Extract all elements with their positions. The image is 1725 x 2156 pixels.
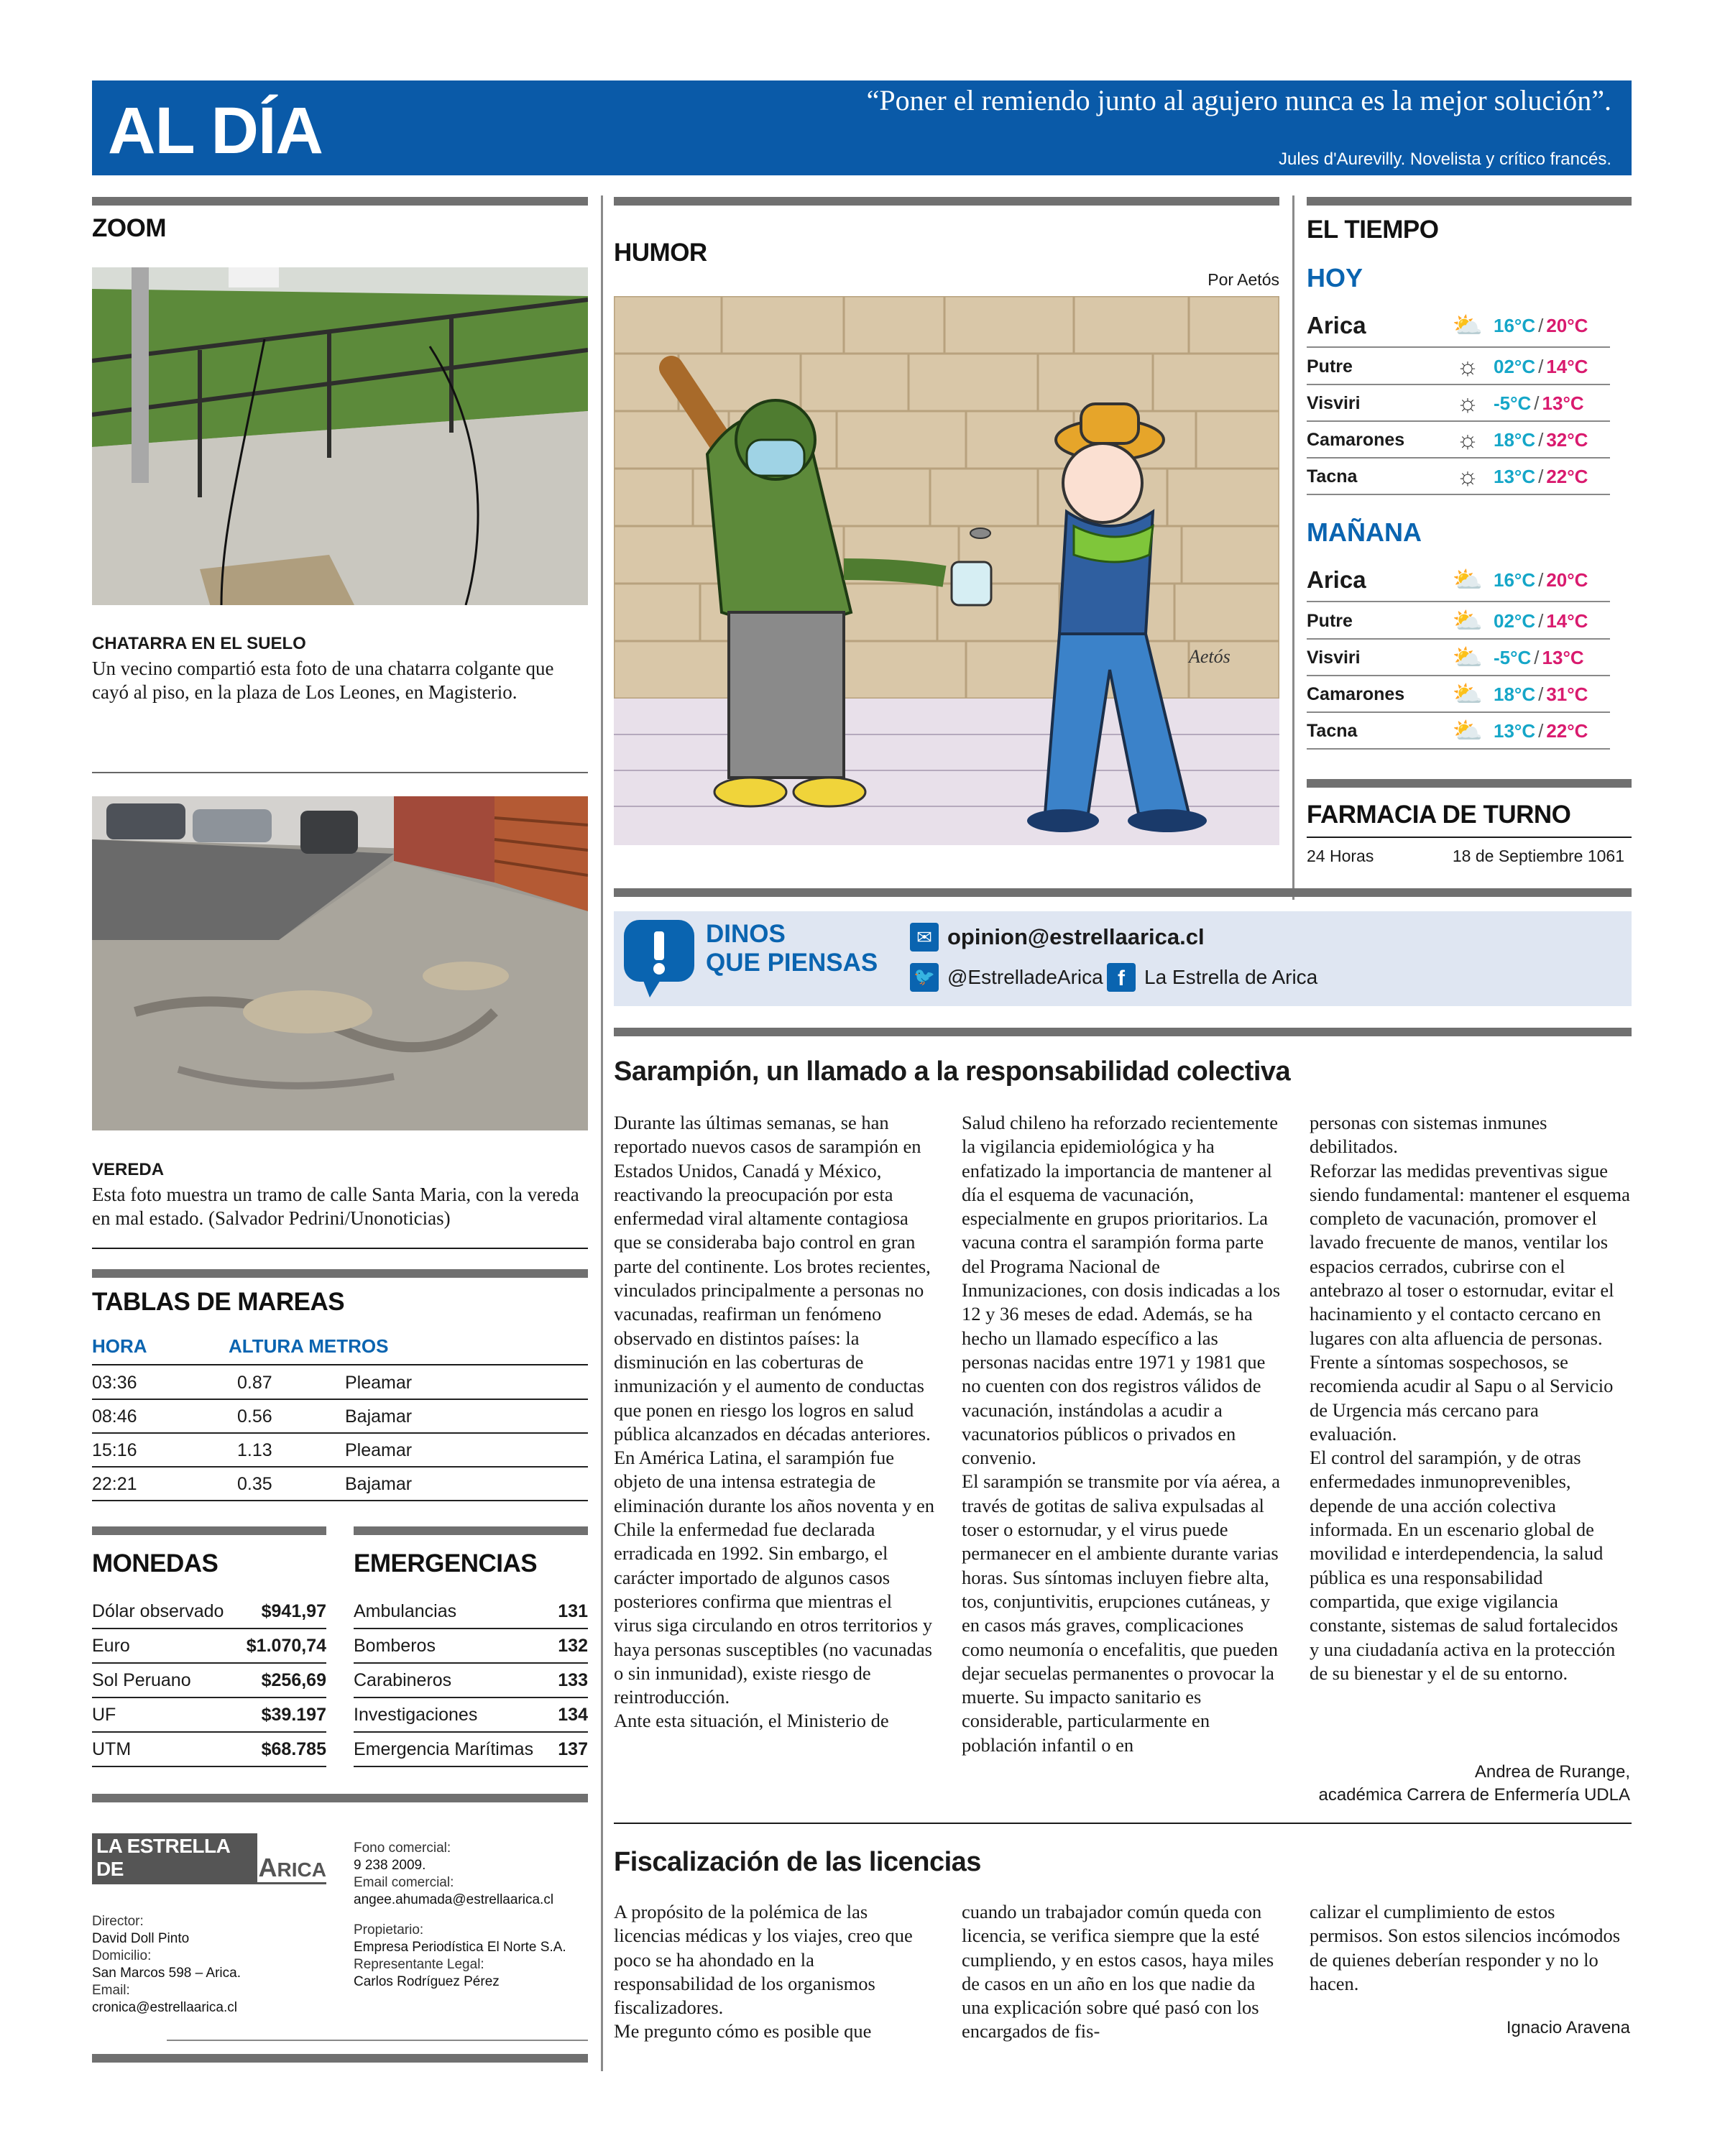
divider (614, 1823, 1632, 1824)
weather-max: 20°C (1546, 568, 1588, 591)
tide-height: 0.35 (237, 1473, 272, 1494)
owner-label: Propietario: (354, 1922, 424, 1938)
partly-cloudy-icon: ⛅ (1452, 566, 1484, 594)
weather-separator: / (1538, 428, 1544, 451)
zoom-item1-text: Un vecino compartió esta foto de una chatarra colgante que cayó al piso, en la plaza de Los Leones, en Magisterio. (92, 658, 554, 703)
article1-paragraph: Durante las últimas semanas, se han reportado nuevos casos de sarampión en Estados Unidos, Canadá y México, reactivando la preocupación por esta enfermedad viral altamente contagiosa que se consideraba bajo control en gran parte del continente. Los brotes recientes, vinculados principalmente a personas no vacunadas, reafirman un fenómeno observado en distintos países: la disminución en las coberturas de inmunización y el aumento de conductas que ponen en riesgo los logros en salud pública alcanzados en décadas anteriores. (614, 1112, 931, 1445)
weather-city: Putre (1307, 610, 1353, 631)
weather-city: Arica (1307, 312, 1366, 338)
weather-row (1307, 386, 1610, 422)
owner: Empresa Periodística El Norte S.A. (354, 1940, 566, 1955)
emergency-number[interactable]: 137 (558, 1739, 588, 1759)
speech-bubble-icon (621, 917, 697, 993)
tide-hour: 15:16 (92, 1439, 137, 1460)
currency-row (92, 1733, 326, 1767)
currency-value: $39.197 (261, 1705, 326, 1725)
emergency-name: Emergencia Marítimas (354, 1739, 534, 1759)
tide-type: Pleamar (345, 1439, 413, 1460)
sun-icon: ☼ (1456, 425, 1479, 453)
divider (92, 1248, 588, 1249)
emergency-number[interactable]: 134 (558, 1705, 588, 1725)
weather-separator: / (1534, 646, 1540, 668)
article2-paragraph: calizar el cumplimiento de estos permisos. Son estos silencios incómodos de quienes deberían responder y no lo hacen. (1310, 1901, 1621, 1994)
section-bar (92, 1269, 588, 1278)
section-bar (354, 1526, 588, 1535)
article2-col2 (962, 1900, 1282, 2044)
contact-facebook-text: La Estrella de Arica (1144, 966, 1318, 988)
humor-title: HUMOR (614, 239, 707, 267)
tide-type: Bajamar (345, 1406, 413, 1427)
legal-representative: Carlos Rodríguez Pérez (354, 1974, 500, 1989)
emergency-row (354, 1664, 588, 1698)
partly-cloudy-icon: ⛅ (1452, 717, 1484, 745)
weather-row (1307, 640, 1610, 676)
emergencies-title: EMERGENCIAS (354, 1549, 538, 1577)
contact-email[interactable] (910, 923, 1205, 952)
section-bar (614, 197, 1279, 206)
currency-title: MONEDAS (92, 1549, 218, 1577)
article2-col3 (1310, 1900, 1630, 1996)
weather-max: 14°C (1546, 355, 1588, 377)
weather-separator: / (1538, 465, 1544, 487)
currency-value: $941,97 (261, 1601, 326, 1621)
weather-row (1307, 559, 1610, 602)
currency-name: UF (92, 1705, 116, 1725)
divider (92, 772, 588, 773)
article1-col3 (1310, 1111, 1630, 1685)
masthead-left (92, 1913, 241, 2017)
weather-min: -5°C (1494, 392, 1532, 414)
zoom-title: ZOOM (92, 214, 166, 242)
contact-line2: QUE PIENSAS (706, 949, 878, 977)
weather-max: 22°C (1546, 719, 1588, 742)
currency-row (92, 1664, 326, 1698)
article2-paragraph: cuando un trabajador común queda con licencia, se verifica siempre que la esté cumpliendo, y en estos casos, haya miles de casos en un año en los que nadie da una explicación sobre qué pasó con los encargados de fis- (962, 1901, 1274, 2042)
email: cronica@estrellaarica.cl (92, 2000, 237, 2015)
logo-text: LA ESTRELLA DE (92, 1833, 257, 1882)
weather-city: Visviri (1307, 647, 1361, 668)
emergency-row (354, 1595, 588, 1629)
weather-title: EL TIEMPO (1307, 216, 1439, 244)
section-bar (1307, 197, 1632, 206)
contact-heading (706, 920, 878, 977)
weather-max: 13°C (1542, 646, 1584, 668)
tide-height: 1.13 (237, 1439, 272, 1460)
weather-max: 13°C (1542, 392, 1584, 414)
divider (1307, 837, 1632, 838)
masthead-right (354, 1840, 566, 1991)
mail-icon: ✉ (910, 923, 939, 952)
emergency-row (354, 1733, 588, 1767)
address: San Marcos 598 – Arica. (92, 1966, 241, 1981)
section-bar (1307, 779, 1632, 788)
weather-tomorrow-label: MAÑANA (1307, 517, 1422, 547)
weather-row (1307, 349, 1610, 385)
column-divider (1292, 195, 1294, 900)
weather-max: 32°C (1546, 428, 1588, 451)
director-name: David Doll Pinto (92, 1931, 190, 1946)
weather-min: 18°C (1494, 428, 1536, 451)
currency-value: $1.070,74 (246, 1636, 326, 1656)
weather-separator: / (1538, 683, 1544, 705)
phone: 9 238 2009. (354, 1858, 426, 1873)
section-header (92, 80, 1632, 175)
emergency-number[interactable]: 132 (558, 1636, 588, 1656)
currency-value: $256,69 (261, 1670, 326, 1690)
emergency-name: Investigaciones (354, 1705, 478, 1725)
currency-row (92, 1595, 326, 1629)
article1-paragraph: En América Latina, el sarampión fue objeto de una intensa estrategia de eliminación durante los años noventa y en Chile la enfermedad fue declarada erradicada en 1992. Sin embargo, el carácter importado de algunos casos posteriores confirma que mientras el virus siga circulando en otros territorios y haya personas susceptibles (no vacunadas o sin inmunidad), existe riesgo de reintroducción. (614, 1447, 934, 1708)
article1-signature (1310, 1761, 1630, 1807)
emergency-name: Carabineros (354, 1670, 452, 1690)
weather-city: Putre (1307, 356, 1353, 377)
contact-line1: DINOS (706, 920, 786, 948)
article1-author: Andrea de Rurange, (1474, 1762, 1630, 1782)
article1-col2 (962, 1111, 1282, 1757)
article1-paragraph: personas con sistemas inmunes debilitados. (1310, 1112, 1547, 1158)
article1-paragraph: El sarampión se transmite por vía aérea, a través de gotitas de saliva expulsadas al toser o estornudar, y el virus puede permanecer en el ambiente durante varias horas. Sus síntomas incluyen fiebre alta, tos, conjuntivitis, erupciones cutáneas, y en casos más graves, complicaciones como neumonía o encefalitis, que pueden dejar secuelas permanentes o provocar la muerte. Su impacto sanitario es considerable, particularmente en población infantil o en (962, 1470, 1280, 1756)
weather-row (1307, 459, 1610, 495)
article1-title: Sarampión, un llamado a la responsabilidad colectiva (614, 1056, 1291, 1087)
weather-max: 20°C (1546, 314, 1588, 336)
logo-text-rest: RICA (277, 1858, 326, 1881)
logo-a: A (258, 1853, 277, 1882)
commercial-email-label: Email comercial: (354, 1875, 454, 1890)
tide-type: Bajamar (345, 1473, 413, 1494)
tide-row (92, 1367, 588, 1400)
emergency-row (354, 1699, 588, 1733)
weather-min: 13°C (1494, 465, 1536, 487)
currency-name: UTM (92, 1739, 132, 1759)
partly-cloudy-icon: ⛅ (1452, 607, 1484, 635)
contact-email-text: opinion@estrellaarica.cl (947, 924, 1205, 949)
column-divider (601, 195, 603, 2071)
weather-city: Camarones (1307, 429, 1405, 450)
currency-value: $68.785 (261, 1739, 326, 1759)
section-bar (92, 1794, 588, 1802)
weather-city: Camarones (1307, 683, 1405, 704)
article2-paragraph: A propósito de la polémica de las licencias médicas y los viajes, creo que poco se ha ahondado en la responsabilidad de los organismos fiscalizadores. (614, 1901, 913, 2019)
currency-name: Sol Peruano (92, 1670, 191, 1690)
partly-cloudy-icon: ⛅ (1452, 312, 1484, 339)
tides-col-hour: HORA (92, 1335, 147, 1357)
article1-paragraph: Reforzar las medidas preventivas sigue siendo fundamental: mantener el esquema completo de vacunación, promover el lavado frecuente de manos, ventilar los espacios cerrados, cubrirse con el antebrazo al toser o estornudar, evitar el hacinamiento y el contacto cercano en lugares con alta afluencia de personas. Frente a síntomas sospechosos, se recomienda acudir al Sapu o al Servicio de Urgencia más cercano para evaluación. (1310, 1159, 1630, 1445)
zoom-item1-title: CHATARRA EN EL SUELO (92, 634, 306, 653)
article2-title: Fiscalización de las licencias (614, 1847, 981, 1877)
weather-city: Arica (1307, 566, 1366, 593)
pharmacy-hours: 24 Horas (1307, 847, 1374, 865)
header-quote-author: Jules d'Aurevilly. Novelista y crítico francés. (1279, 149, 1611, 169)
newspaper-logo (92, 1835, 326, 1884)
article1-paragraph: Salud chileno ha reforzado recientemente la vigilancia epidemiológica y ha enfatizado la importancia de mantener al día el esquema de vacunación, especialmente en grupos prioritarios. La vacuna contra el sarampión forma parte del Programa Nacional de Inmunizaciones, con dosis indicadas a los 12 y 36 meses de edad. Además, se ha hecho un llamado específico a las personas nacidas entre 1971 y 1981 que no cuenten con dos registros válidos de vacunación, instándolas a acudir a vacunatorios públicos o privados en convenio. (962, 1112, 1281, 1469)
sun-icon: ☼ (1456, 389, 1479, 417)
cartoon-signature: Aetós (1189, 646, 1230, 667)
weather-min: 02°C (1494, 609, 1536, 632)
section-bar (92, 197, 588, 206)
tide-type: Pleamar (345, 1372, 413, 1393)
zoom-photo-2 (92, 796, 588, 1130)
emergency-name: Ambulancias (354, 1601, 457, 1621)
pharmacy-title: FARMACIA DE TURNO (1307, 801, 1571, 829)
article1-author-role: académica Carrera de Enfermería UDLA (1318, 1785, 1630, 1805)
weather-today-label: HOY (1307, 263, 1363, 292)
address-label: Domicilio: (92, 1948, 152, 1963)
contact-twitter-text: @EstrelladeArica (947, 966, 1103, 988)
emergency-name: Bomberos (354, 1636, 436, 1656)
facebook-icon: f (1107, 963, 1136, 992)
weather-row (1307, 604, 1610, 640)
currency-row (92, 1699, 326, 1733)
article2-author: Ignacio Aravena (1506, 2018, 1630, 2037)
tide-hour: 03:36 (92, 1372, 137, 1393)
weather-max: 22°C (1546, 465, 1588, 487)
section-bar (614, 888, 1632, 897)
tide-row (92, 1468, 588, 1501)
weather-city: Tacna (1307, 720, 1358, 741)
weather-row (1307, 423, 1610, 459)
weather-min: 13°C (1494, 719, 1536, 742)
article1-paragraph: El control del sarampión, y de otras enfermedades inmunoprevenibles, depende de una acción colectiva informada. En un escenario global de movilidad e interdependencia, la salud pública es una responsabilidad compartida, que exige vigilancia constante, sistemas de salud fortalecidos y una ciudadanía activa en la protección de su bienestar y el de su entorno. (1310, 1447, 1619, 1684)
weather-min: 02°C (1494, 355, 1536, 377)
contact-twitter[interactable] (910, 963, 1103, 992)
section-title: AL DÍA (108, 94, 323, 167)
weather-min: -5°C (1494, 646, 1532, 668)
zoom-item2-text: Esta foto muestra un tramo de calle Santa Maria, con la vereda en mal estado. (Salvador Pedrini/Unonoticias) (92, 1184, 579, 1229)
partly-cloudy-icon: ⛅ (1452, 681, 1484, 708)
legal-label: Representante Legal: (354, 1957, 484, 1972)
weather-row (1307, 677, 1610, 713)
tide-height: 0.56 (237, 1406, 272, 1427)
weather-separator: / (1534, 392, 1540, 414)
tide-row (92, 1434, 588, 1468)
tide-hour: 22:21 (92, 1473, 137, 1494)
contact-facebook[interactable] (1107, 963, 1317, 992)
contact-banner (614, 911, 1632, 1006)
commercial-email: angee.ahumada@estrellaarica.cl (354, 1892, 554, 1907)
section-bar (614, 1028, 1632, 1036)
weather-min: 18°C (1494, 683, 1536, 705)
tides-col-height: ALTURA METROS (229, 1335, 389, 1357)
partly-cloudy-icon: ⛅ (1452, 644, 1484, 671)
weather-city: Tacna (1307, 466, 1358, 487)
emergency-row (354, 1630, 588, 1664)
sun-icon: ☼ (1456, 462, 1479, 490)
emergency-number[interactable]: 133 (558, 1670, 588, 1690)
zoom-item2-title: VEREDA (92, 1160, 165, 1179)
weather-separator: / (1538, 314, 1544, 336)
weather-row (1307, 305, 1610, 348)
pharmacy-address: 18 de Septiembre 1061 (1452, 847, 1624, 865)
article1-paragraph: Ante esta situación, el Ministerio de (614, 1710, 889, 1732)
article1-col1 (614, 1111, 934, 1733)
divider (92, 1364, 588, 1365)
weather-separator: / (1538, 568, 1544, 591)
weather-separator: / (1538, 609, 1544, 632)
email-label: Email: (92, 1983, 130, 1998)
currency-name: Dólar observado (92, 1601, 224, 1621)
humor-cartoon (614, 296, 1279, 845)
tide-row (92, 1401, 588, 1434)
sun-icon: ☼ (1456, 352, 1479, 380)
weather-row (1307, 714, 1610, 750)
twitter-icon: 🐦 (910, 963, 939, 992)
section-bar (92, 1526, 326, 1535)
tide-height: 0.87 (237, 1372, 272, 1393)
currency-row (92, 1630, 326, 1664)
header-quote: “Poner el remiendo junto al agujero nunca es la mejor solución”. (866, 84, 1611, 116)
divider (167, 2040, 588, 2041)
article2-col1 (614, 1900, 934, 2044)
zoom-photo-1 (92, 267, 588, 605)
tides-title: TABLAS DE MAREAS (92, 1288, 345, 1316)
tide-hour: 08:46 (92, 1406, 137, 1427)
weather-separator: / (1538, 355, 1544, 377)
director-label: Director: (92, 1914, 144, 1929)
currency-name: Euro (92, 1636, 130, 1656)
humor-credit: Por Aetós (1208, 270, 1279, 289)
section-bar (92, 2054, 588, 2063)
weather-city: Visviri (1307, 392, 1361, 413)
weather-max: 14°C (1546, 609, 1588, 632)
weather-max: 31°C (1546, 683, 1588, 705)
phone-label: Fono comercial: (354, 1841, 451, 1856)
weather-min: 16°C (1494, 568, 1536, 591)
emergency-number[interactable]: 131 (558, 1601, 588, 1621)
weather-separator: / (1538, 719, 1544, 742)
weather-min: 16°C (1494, 314, 1536, 336)
article2-paragraph: Me pregunto cómo es posible que (614, 2020, 872, 2042)
